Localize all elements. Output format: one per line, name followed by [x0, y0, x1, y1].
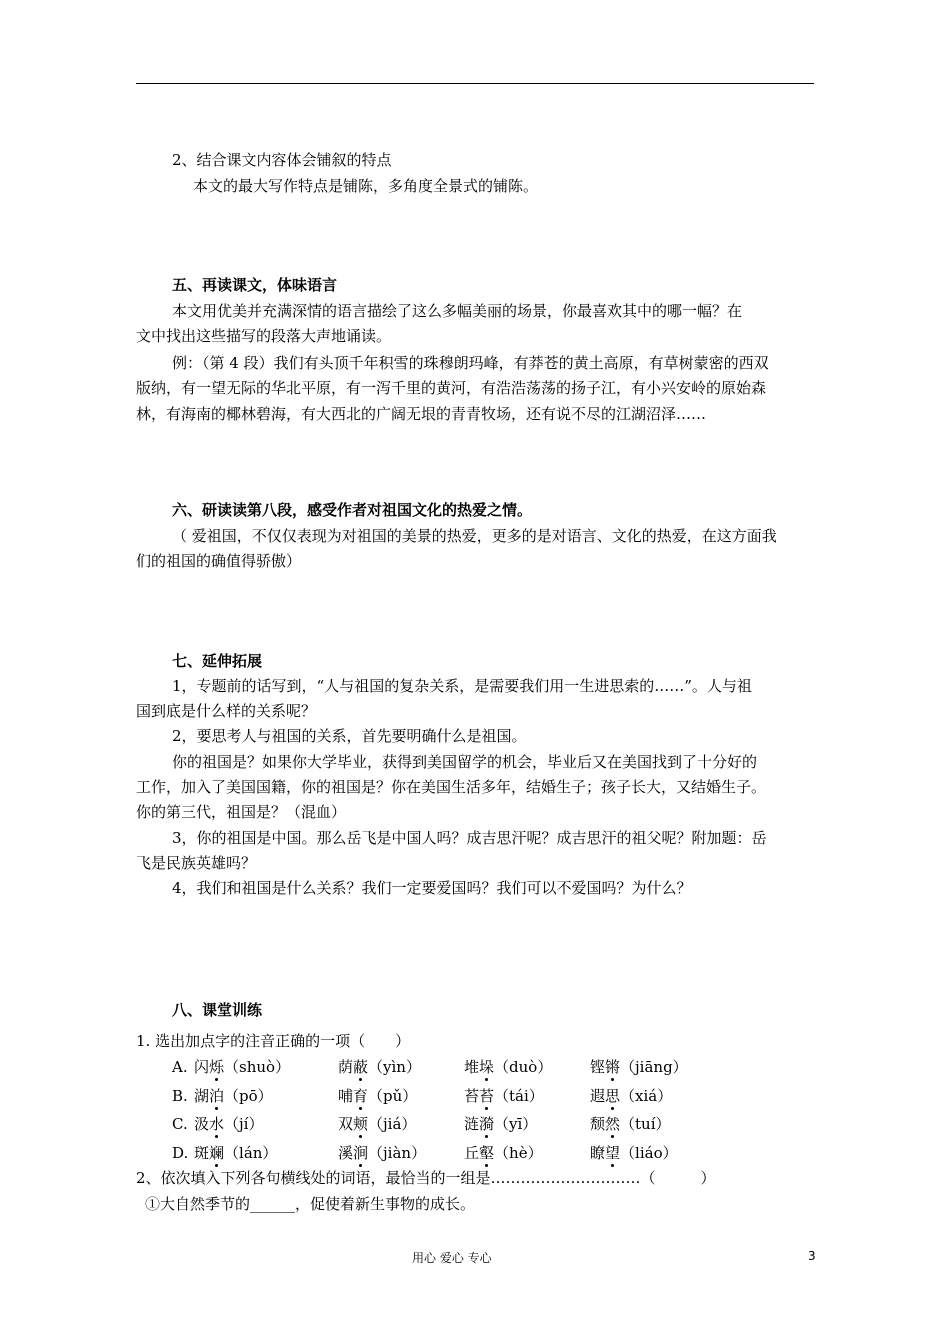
pinyin: （jiāng）: [620, 1058, 688, 1076]
section-5-example-line: 林，有海南的椰林碧海，有大西北的广阔无垠的青青牧场，还有说不尽的江湖沼泽……: [136, 405, 707, 423]
emphasis-dot-char: 泊: [209, 1087, 225, 1105]
pinyin: （pǔ）: [368, 1087, 418, 1105]
option-word: 双颊（jiá）: [338, 1115, 417, 1133]
option-word: 瞭望（liáo）: [590, 1144, 678, 1162]
option-word: 铿锵（jiāng）: [590, 1058, 688, 1076]
question-4: 4，我们和祖国是什么关系？我们一定要爱国吗？我们可以不爱国吗？为什么？: [172, 879, 692, 897]
option-letter: A.: [172, 1058, 188, 1076]
option-letter: B.: [172, 1087, 188, 1105]
question-3-line: 飞是民族英雄吗？: [136, 854, 257, 872]
question-1-line: 国到底是什么样的关系呢？: [136, 702, 317, 720]
option-word: 堆垛（duò）: [464, 1058, 553, 1076]
paragraph-line: 工作，加入了美国国籍，你的祖国是？你在美国生活多年，结婚生子；孩子长大，又结婚生子。: [136, 778, 767, 796]
emphasis-dot-char: 然: [605, 1115, 621, 1133]
emphasis-dot-char: 涧: [353, 1144, 369, 1162]
option-word: 苔苔（tái）: [464, 1087, 544, 1105]
section-5-example-line: 例：（第 4 段）我们有头顶千年积雪的珠穆朗玛峰，有莽苍的黄土高原，有草树蒙密的西双: [172, 354, 769, 372]
item2-title: 2、结合课文内容体会铺叙的特点: [172, 151, 392, 169]
option-word: 遐思（xiá）: [590, 1087, 673, 1105]
footer-motto: 用心 爱心 专心: [412, 1251, 492, 1265]
item2-body: 本文的最大写作特点是铺陈，多角度全景式的铺陈。: [193, 177, 539, 195]
pinyin: （hè）: [494, 1144, 543, 1162]
pinyin: （jiá）: [368, 1115, 417, 1133]
pinyin: （tái）: [494, 1087, 544, 1105]
emphasis-dot-char: 漪: [479, 1115, 495, 1133]
question-1-line: 1，专题前的话写到，“人与祖国的复杂关系，是需要我们用一生进思索的……”。人与祖: [172, 677, 752, 695]
pinyin: （xiá）: [620, 1087, 673, 1105]
option-word: 闪烁（shuò）: [194, 1058, 291, 1076]
emphasis-dot-char: 苔: [479, 1087, 495, 1105]
option-word: 丘壑（hè）: [464, 1144, 543, 1162]
pinyin: （yī）: [494, 1115, 538, 1133]
paragraph-line: 你的第三代，祖国是？（混血）: [136, 803, 347, 821]
pinyin: （shuò）: [224, 1058, 291, 1076]
section-8-heading: 八、课堂训练: [172, 1001, 263, 1019]
pinyin: （pō）: [224, 1087, 273, 1105]
option-word: 斑斓（lán）: [194, 1144, 278, 1162]
emphasis-dot-char: 垛: [479, 1058, 495, 1076]
section-6-line: 们的祖国的确值得骄傲）: [136, 552, 302, 570]
emphasis-dot-char: 壑: [479, 1144, 495, 1162]
question-2: 2，要思考人与祖国的关系，首先要明确什么是祖国。: [172, 727, 527, 745]
section-5-paragraph-line: 文中找出这些描写的段落大声地诵读。: [136, 327, 392, 345]
emphasis-dot-char: 烁: [209, 1058, 225, 1076]
pinyin: （yìn）: [368, 1058, 421, 1076]
section-5-example-line: 版纳，有一望无际的华北平原，有一泻千里的黄河，有浩浩荡荡的扬子江，有小兴安岭的原始森: [136, 379, 767, 397]
emphasis-dot-char: 思: [605, 1087, 621, 1105]
option-word: 溪涧（jiàn）: [338, 1144, 427, 1162]
emphasis-dot-char: 蔽: [353, 1058, 369, 1076]
exercise-1-question: 1. 选出加点字的注音正确的一项（ ）: [136, 1032, 411, 1050]
header-rule: [136, 83, 814, 84]
question-3-line: 3，你的祖国是中国。那么岳飞是中国人吗？成吉思汗呢？成吉思汗的祖父呢？附加题：岳: [172, 829, 767, 847]
emphasis-dot-char: 育: [353, 1087, 369, 1105]
pinyin: （liáo）: [620, 1144, 678, 1162]
page-number: 3: [808, 1249, 816, 1263]
pinyin: （jí）: [224, 1115, 264, 1133]
exercise-2-sub-1: ①大自然季节的______，促使着新生事物的成长。: [145, 1195, 476, 1213]
emphasis-dot-char: 锵: [605, 1058, 621, 1076]
section-6-line: （ 爱祖国，不仅仅表现为对祖国的美景的热爱，更多的是对语言、文化的热爱，在这方面我: [172, 527, 777, 545]
option-word: 涟漪（yī）: [464, 1115, 538, 1133]
option-word: 湖泊（pō）: [194, 1087, 273, 1105]
exercise-2-question: 2、依次填入下列各句横线处的词语，最恰当的一组是…………………………（ ）: [136, 1169, 716, 1187]
option-word: 荫蔽（yìn）: [338, 1058, 421, 1076]
pinyin: （jiàn）: [368, 1144, 427, 1162]
pinyin: （lán）: [224, 1144, 278, 1162]
option-word: 哺育（pǔ）: [338, 1087, 418, 1105]
pinyin: （duò）: [494, 1058, 553, 1076]
emphasis-dot-char: 斓: [209, 1144, 225, 1162]
section-5-heading: 五、再读课文，体味语言: [172, 276, 338, 294]
paragraph-line: 你的祖国是？如果你大学毕业，获得到美国留学的机会，毕业后又在美国找到了十分好的: [172, 753, 758, 771]
option-letter: C.: [172, 1115, 188, 1133]
emphasis-dot-char: 水: [209, 1115, 225, 1133]
pinyin: （tuí）: [620, 1115, 671, 1133]
section-5-paragraph-line: 本文用优美并充满深情的语言描绘了这么多幅美丽的场景，你最喜欢其中的哪一幅？在: [172, 302, 743, 320]
emphasis-dot-char: 望: [605, 1144, 621, 1162]
emphasis-dot-char: 颊: [353, 1115, 369, 1133]
option-word: 颓然（tuí）: [590, 1115, 671, 1133]
option-letter: D.: [172, 1144, 189, 1162]
section-6-heading: 六、研读读第八段，感受作者对祖国文化的热爱之情。: [172, 501, 533, 519]
section-7-heading: 七、延伸拓展: [172, 652, 263, 670]
option-word: 汲水（jí）: [194, 1115, 264, 1133]
